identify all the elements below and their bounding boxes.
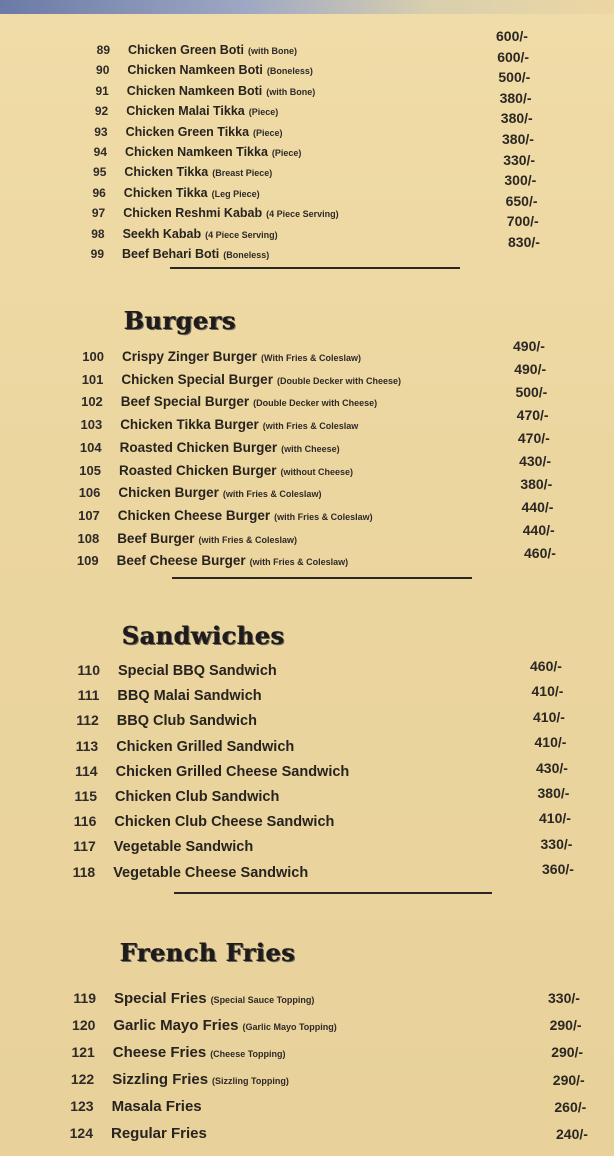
item-name: Chicken Club Sandwich bbox=[115, 789, 280, 805]
item-note: (4 Piece Serving) bbox=[205, 229, 278, 240]
menu-item bbox=[60, 990, 314, 1010]
item-number: 114 bbox=[75, 762, 98, 779]
item-name: Chicken Tikka bbox=[123, 185, 208, 200]
item-price: 290/- bbox=[552, 1071, 585, 1088]
item-price: 410/- bbox=[531, 683, 564, 700]
item-note: (Boneless) bbox=[266, 66, 313, 77]
menu-item bbox=[59, 1017, 336, 1037]
item-name: Crispy Zinger Burger bbox=[122, 349, 258, 364]
item-price: 460/- bbox=[530, 658, 562, 674]
item-price: 600/- bbox=[497, 48, 530, 65]
item-price: 440/- bbox=[522, 522, 555, 538]
item-number: 92 bbox=[94, 104, 109, 119]
item-name: Chicken Namkeen Boti bbox=[126, 83, 263, 98]
item-name: Beef Special Burger bbox=[120, 394, 250, 410]
item-number: 89 bbox=[96, 43, 110, 57]
item-name: Chicken Namkeen Tikka bbox=[125, 145, 268, 159]
menu-item bbox=[63, 687, 261, 707]
item-number: 93 bbox=[94, 124, 108, 139]
item-number: 97 bbox=[91, 206, 106, 221]
item-note: (Leg Piece) bbox=[211, 188, 260, 199]
menu-item bbox=[64, 485, 321, 505]
item-note: (Cheese Topping) bbox=[210, 1049, 286, 1059]
item-number: 123 bbox=[70, 1098, 94, 1114]
menu-item bbox=[66, 417, 358, 437]
item-price: 830/- bbox=[508, 234, 540, 250]
section-title: Burgers bbox=[124, 306, 237, 335]
item-price: 290/- bbox=[551, 1044, 584, 1061]
menu-item bbox=[58, 1098, 202, 1118]
menu-item bbox=[58, 1071, 289, 1091]
section-title: French Fries bbox=[120, 938, 296, 967]
item-number: 98 bbox=[91, 226, 105, 241]
item-number: 94 bbox=[93, 145, 107, 159]
item-number: 103 bbox=[80, 417, 103, 433]
item-note: (without Cheese) bbox=[280, 466, 354, 477]
item-price: 490/- bbox=[513, 338, 545, 354]
item-price: 500/- bbox=[515, 384, 548, 400]
section-divider bbox=[170, 267, 460, 269]
item-price: 410/- bbox=[539, 810, 571, 827]
item-price: 430/- bbox=[519, 453, 552, 469]
item-note: (Piece) bbox=[271, 148, 302, 158]
item-number: 105 bbox=[79, 462, 101, 478]
item-note: (With Fries & Coleslaw) bbox=[261, 353, 361, 363]
item-number: 107 bbox=[78, 507, 100, 523]
menu-item bbox=[62, 738, 294, 758]
item-note: (Double Decker with Cheese) bbox=[253, 398, 378, 409]
menu-item bbox=[72, 104, 278, 124]
top-edge-strip bbox=[0, 0, 614, 14]
item-note: (with Fries & Coleslaw bbox=[262, 421, 359, 432]
item-name: BBQ Club Sandwich bbox=[116, 713, 257, 730]
item-number: 104 bbox=[79, 439, 102, 455]
item-price: 380/- bbox=[500, 110, 533, 127]
section-divider bbox=[174, 892, 492, 894]
item-name: Chicken Cheese Burger bbox=[117, 507, 271, 523]
item-note: (with Fries & Coleslaw) bbox=[274, 511, 373, 522]
item-name: Roasted Chicken Burger bbox=[119, 462, 277, 478]
item-name: Cheese Fries bbox=[112, 1044, 207, 1061]
menu-item bbox=[64, 508, 373, 528]
item-note: (with Fries & Coleslaw) bbox=[222, 489, 322, 500]
menu-item bbox=[63, 553, 349, 573]
item-name: Special BBQ Sandwich bbox=[118, 663, 277, 679]
item-number: 109 bbox=[76, 553, 99, 569]
item-name: Regular Fries bbox=[111, 1125, 207, 1142]
item-name: Chicken Green Boti bbox=[128, 43, 244, 57]
item-name: Chicken Club Cheese Sandwich bbox=[114, 814, 335, 831]
item-name: Chicken Grilled Cheese Sandwich bbox=[115, 763, 350, 780]
item-number: 113 bbox=[75, 737, 99, 754]
item-note: (Garlic Mayo Topping) bbox=[242, 1022, 337, 1032]
item-note: (Breast Piece) bbox=[212, 168, 273, 179]
item-price: 470/- bbox=[516, 407, 549, 423]
item-number: 96 bbox=[92, 185, 106, 200]
section-title: Sandwiches bbox=[122, 621, 285, 650]
item-note: (with Fries & Coleslaw) bbox=[198, 534, 297, 545]
menu-item bbox=[62, 763, 350, 783]
item-name: BBQ Malai Sandwich bbox=[117, 688, 262, 705]
item-number: 120 bbox=[72, 1017, 96, 1033]
item-price: 600/- bbox=[496, 28, 528, 44]
item-price: 410/- bbox=[534, 734, 567, 751]
item-note: (with Cheese) bbox=[281, 443, 340, 454]
item-note: (with Bone) bbox=[248, 46, 297, 56]
item-name: Vegetable Sandwich bbox=[113, 839, 254, 856]
item-name: Chicken Green Tikka bbox=[125, 124, 250, 139]
menu-item bbox=[69, 227, 278, 247]
item-number: 124 bbox=[69, 1125, 93, 1141]
item-price: 240/- bbox=[556, 1126, 588, 1142]
item-name: Chicken Grilled Sandwich bbox=[116, 738, 295, 755]
menu-item bbox=[72, 125, 283, 145]
menu-item bbox=[69, 206, 338, 226]
item-number: 102 bbox=[81, 394, 103, 410]
item-name: Seekh Kabab bbox=[122, 226, 202, 241]
item-price: 380/- bbox=[537, 785, 570, 801]
item-price: 460/- bbox=[524, 545, 556, 561]
item-note: (Double Decker with Cheese) bbox=[276, 375, 401, 386]
menu-item bbox=[71, 145, 301, 165]
item-name: Chicken Tikka Burger bbox=[120, 417, 259, 433]
item-price: 410/- bbox=[533, 708, 565, 725]
item-price: 700/- bbox=[506, 213, 539, 230]
item-price: 500/- bbox=[498, 69, 531, 86]
item-note: (Boneless) bbox=[223, 250, 270, 260]
item-name: Roasted Chicken Burger bbox=[119, 439, 278, 455]
item-number: 112 bbox=[76, 712, 99, 729]
item-price: 380/- bbox=[520, 476, 553, 492]
item-note: (Special Sauce Topping) bbox=[210, 995, 315, 1005]
item-price: 470/- bbox=[517, 430, 550, 446]
item-name: Garlic Mayo Fries bbox=[113, 1017, 239, 1034]
item-name: Chicken Special Burger bbox=[121, 371, 273, 387]
item-number: 91 bbox=[95, 83, 109, 98]
item-number: 121 bbox=[71, 1044, 95, 1060]
item-number: 115 bbox=[74, 788, 97, 804]
menu-item bbox=[70, 186, 260, 206]
item-name: Chicken Tikka bbox=[124, 165, 209, 180]
item-price: 440/- bbox=[521, 499, 554, 515]
menu-item bbox=[66, 440, 340, 460]
item-number: 110 bbox=[77, 662, 100, 678]
item-name: Beef Behari Boti bbox=[122, 247, 220, 261]
item-price: 330/- bbox=[503, 151, 536, 168]
item-price: 380/- bbox=[499, 89, 532, 106]
item-number: 106 bbox=[78, 485, 101, 501]
menu-item bbox=[59, 864, 308, 884]
item-note: (with Fries & Coleslaw) bbox=[249, 557, 349, 568]
item-number: 99 bbox=[90, 247, 104, 261]
item-price: 380/- bbox=[502, 131, 534, 147]
item-number: 116 bbox=[73, 813, 97, 830]
item-name: Beef Burger bbox=[117, 530, 195, 546]
item-note: (4 Piece Serving) bbox=[266, 209, 339, 220]
item-number: 95 bbox=[93, 165, 107, 180]
item-name: Sizzling Fries bbox=[112, 1071, 209, 1088]
item-number: 118 bbox=[72, 863, 96, 880]
menu-item bbox=[67, 372, 401, 392]
item-price: 300/- bbox=[504, 172, 537, 189]
item-name: Chicken Namkeen Boti bbox=[127, 63, 263, 78]
item-name: Masala Fries bbox=[111, 1098, 202, 1115]
menu-item bbox=[60, 838, 253, 858]
item-price: 430/- bbox=[536, 759, 568, 776]
item-number: 122 bbox=[70, 1071, 95, 1087]
item-note: (with Bone) bbox=[266, 86, 316, 97]
item-price: 260/- bbox=[554, 1098, 587, 1115]
item-number: 119 bbox=[73, 990, 96, 1006]
item-name: Vegetable Cheese Sandwich bbox=[113, 864, 309, 881]
item-name: Chicken Burger bbox=[118, 485, 219, 501]
item-price: 490/- bbox=[514, 361, 547, 377]
menu-item bbox=[74, 43, 297, 63]
item-name: Chicken Reshmi Kabab bbox=[123, 206, 263, 221]
item-note: (Piece) bbox=[248, 107, 279, 118]
item-price: 650/- bbox=[505, 192, 538, 209]
item-number: 117 bbox=[73, 838, 96, 855]
menu-item bbox=[65, 463, 353, 483]
menu-item bbox=[59, 1044, 286, 1064]
item-note: (Sizzling Topping) bbox=[212, 1076, 289, 1086]
menu-item bbox=[68, 247, 269, 267]
item-name: Chicken Malai Tikka bbox=[126, 104, 245, 119]
item-number: 90 bbox=[96, 63, 110, 78]
item-number: 100 bbox=[82, 349, 104, 364]
item-note: (Piece) bbox=[253, 127, 283, 138]
item-name: Beef Cheese Burger bbox=[116, 553, 246, 569]
item-name: Special Fries bbox=[114, 990, 207, 1007]
item-price: 360/- bbox=[542, 861, 574, 878]
item-price: 330/- bbox=[540, 835, 573, 852]
menu-item bbox=[67, 394, 377, 414]
menu-item bbox=[63, 531, 297, 551]
menu-item bbox=[60, 813, 334, 833]
item-price: 290/- bbox=[549, 1017, 582, 1034]
menu-item bbox=[61, 788, 279, 808]
menu-item bbox=[64, 662, 277, 682]
menu-item bbox=[63, 712, 257, 732]
menu-item bbox=[73, 63, 312, 83]
menu-item bbox=[73, 84, 315, 104]
item-number: 101 bbox=[81, 371, 104, 387]
menu-item bbox=[68, 349, 361, 369]
menu-item bbox=[57, 1125, 207, 1145]
item-price: 330/- bbox=[548, 990, 580, 1006]
item-number: 108 bbox=[77, 530, 100, 546]
menu-item bbox=[70, 165, 272, 185]
item-number: 111 bbox=[77, 687, 100, 704]
section-divider bbox=[172, 577, 472, 579]
